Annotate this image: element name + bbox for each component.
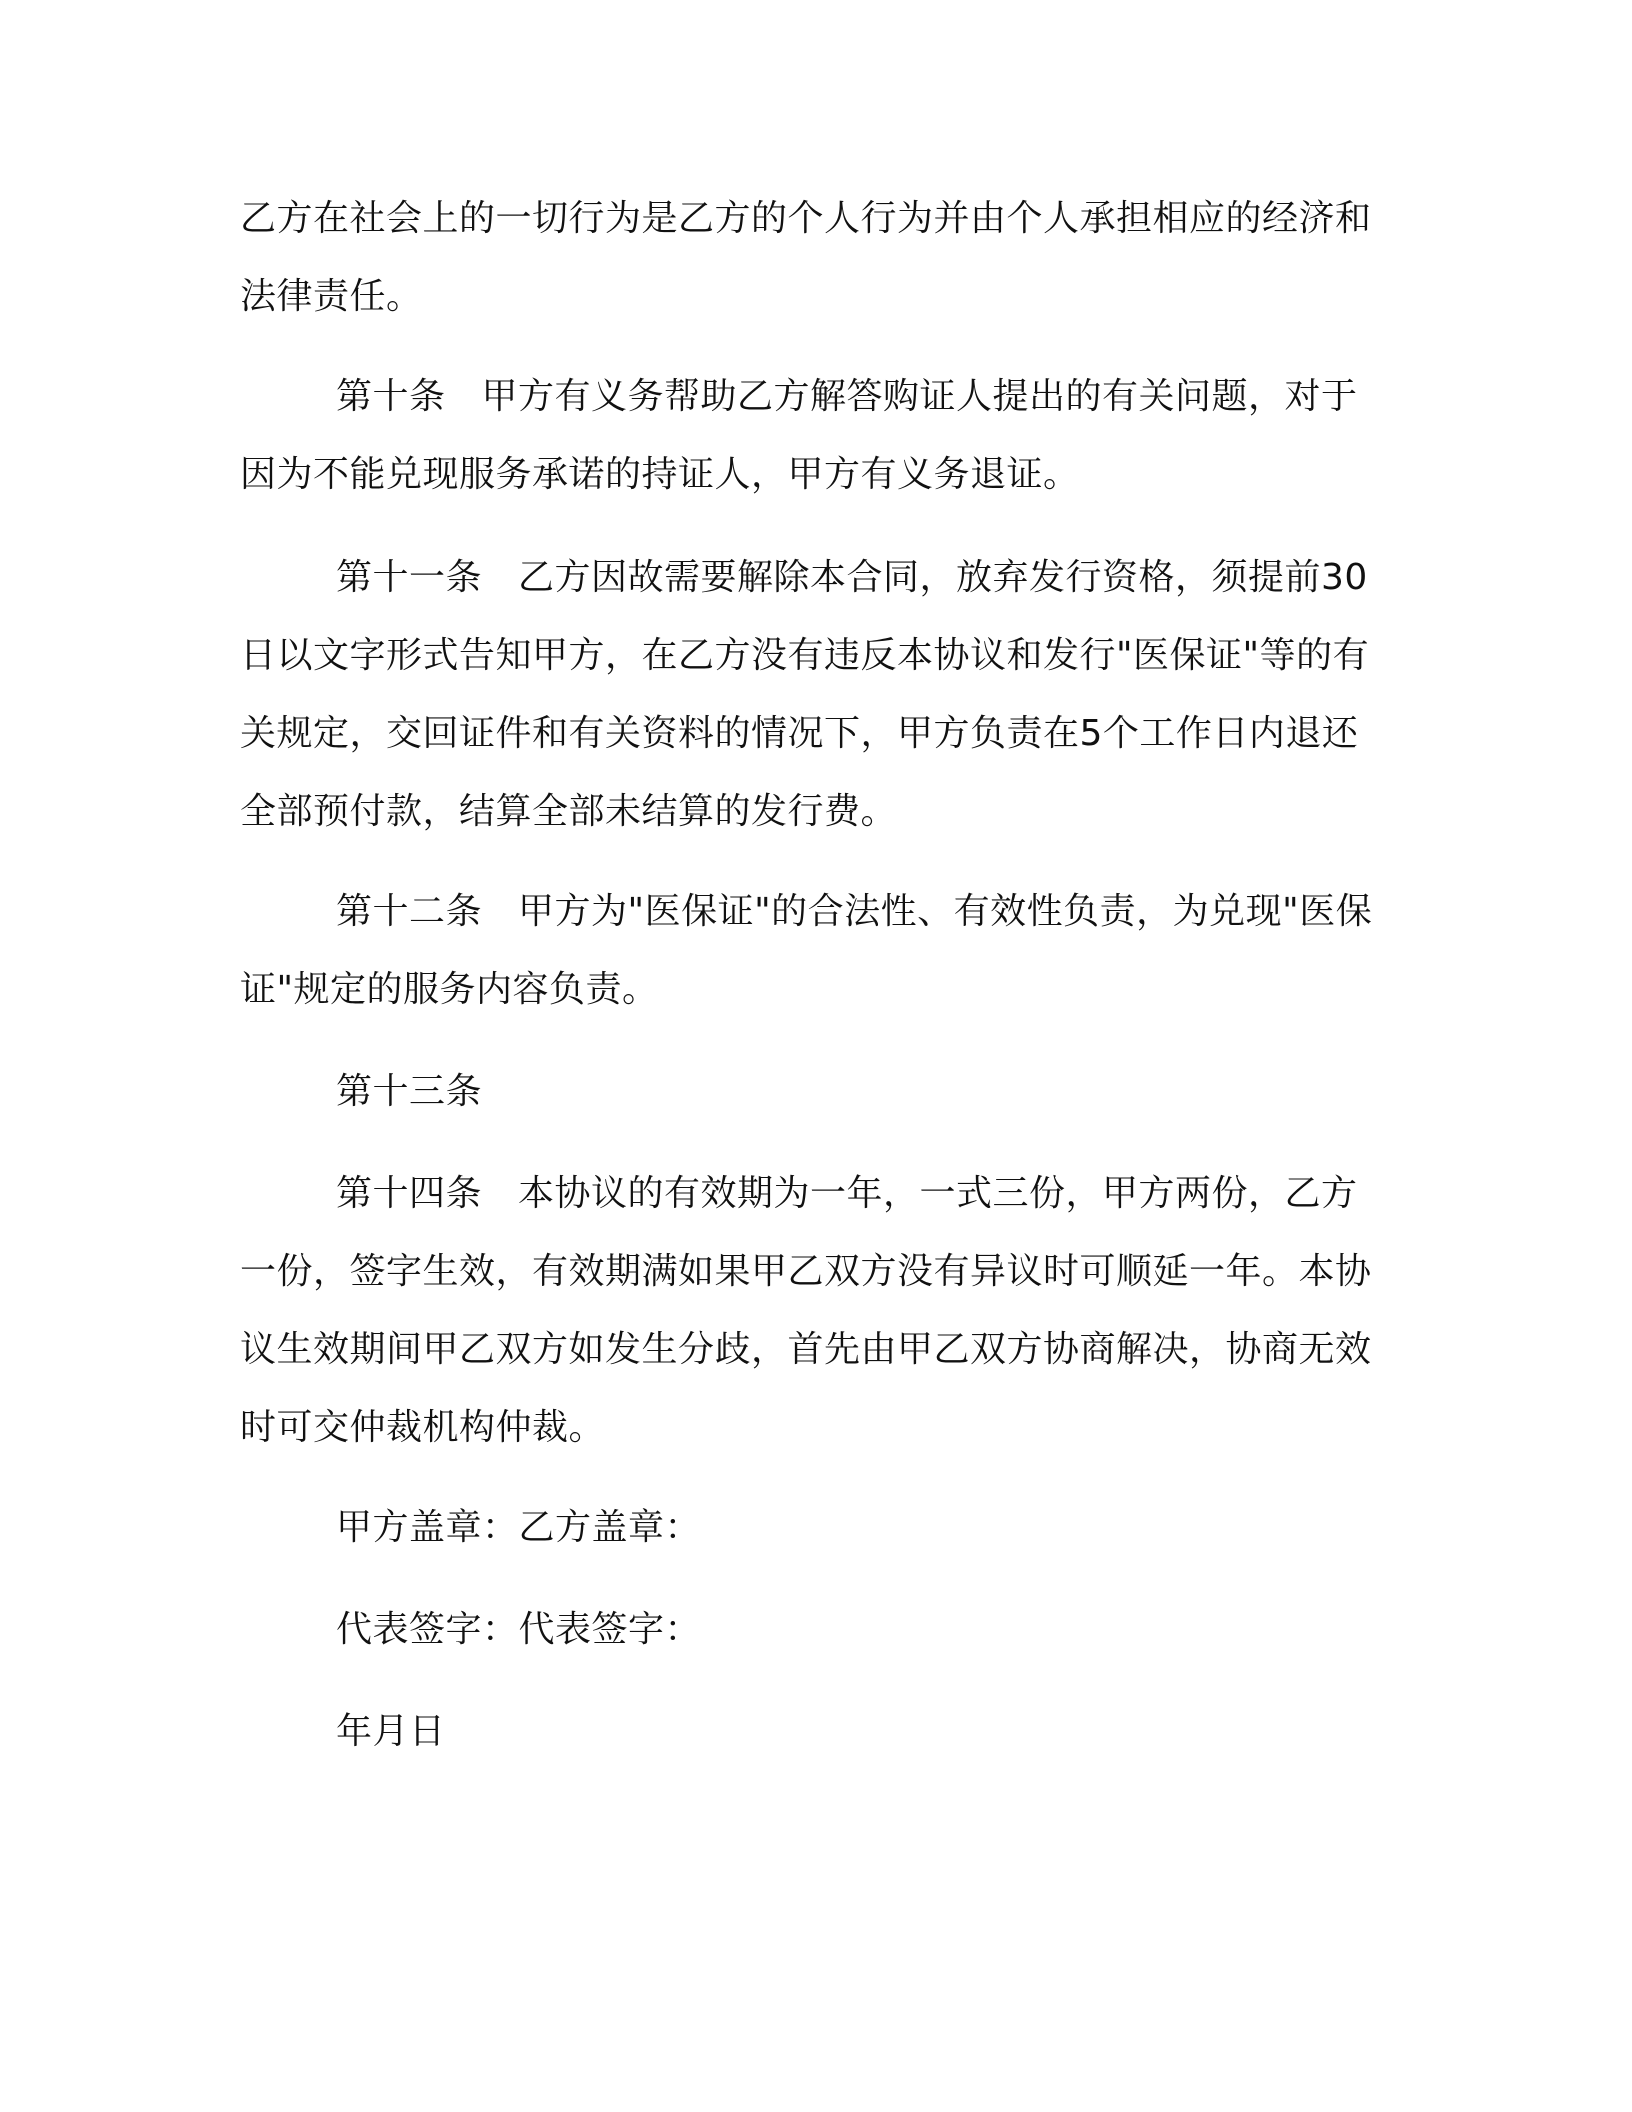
article-text: 甲方为"医保证"的合法性、有效性负责，为兑现"医保证"规定的服务内容负责。	[240, 891, 1373, 1010]
article-text: 乙方因故需要解除本合同，放弃发行资格，须提前30日以文字形式告知甲方，在乙方没有违反本协议和发行"医保证"等的有关规定，交回证件和有关资料的情况下，甲方负责在5个工作日内退还全部预付款，结算全部未结算的发行费。	[240, 557, 1370, 832]
article-number: 第十三条	[336, 1071, 483, 1112]
sign-line-text: 代表签字：代表签字：	[336, 1609, 702, 1650]
date-line	[240, 1693, 1385, 1771]
article-14	[240, 1155, 1385, 1467]
paragraph-text: 乙方在社会上的一切行为是乙方的个人行为并由个人承担相应的经济和法律责任。	[240, 198, 1372, 317]
seal-line-text: 甲方盖章：乙方盖章：	[336, 1507, 702, 1548]
seal-line	[240, 1489, 1385, 1567]
date-line-text: 年月日	[336, 1711, 446, 1752]
article-11	[240, 539, 1385, 851]
paragraph-continuation	[240, 180, 1385, 336]
article-10	[240, 358, 1385, 514]
article-number: 第十一条	[336, 557, 483, 598]
article-13	[240, 1053, 1385, 1131]
article-number: 第十条	[336, 376, 446, 417]
sign-line	[240, 1591, 1385, 1669]
article-text: 甲方有义务帮助乙方解答购证人提出的有关问题，对于因为不能兑现服务承诺的持证人，甲方有义务退证。	[240, 376, 1358, 495]
article-number: 第十四条	[336, 1173, 483, 1214]
article-text: 本协议的有效期为一年，一式三份，甲方两份，乙方一份，签字生效，有效期满如果甲乙双方没有异议时可顺延一年。本协议生效期间甲乙双方如发生分歧，首先由甲乙双方协商解决，协商无效时可交仲裁机构仲裁。	[240, 1173, 1372, 1448]
article-12	[240, 873, 1385, 1029]
article-number: 第十二条	[336, 891, 483, 932]
